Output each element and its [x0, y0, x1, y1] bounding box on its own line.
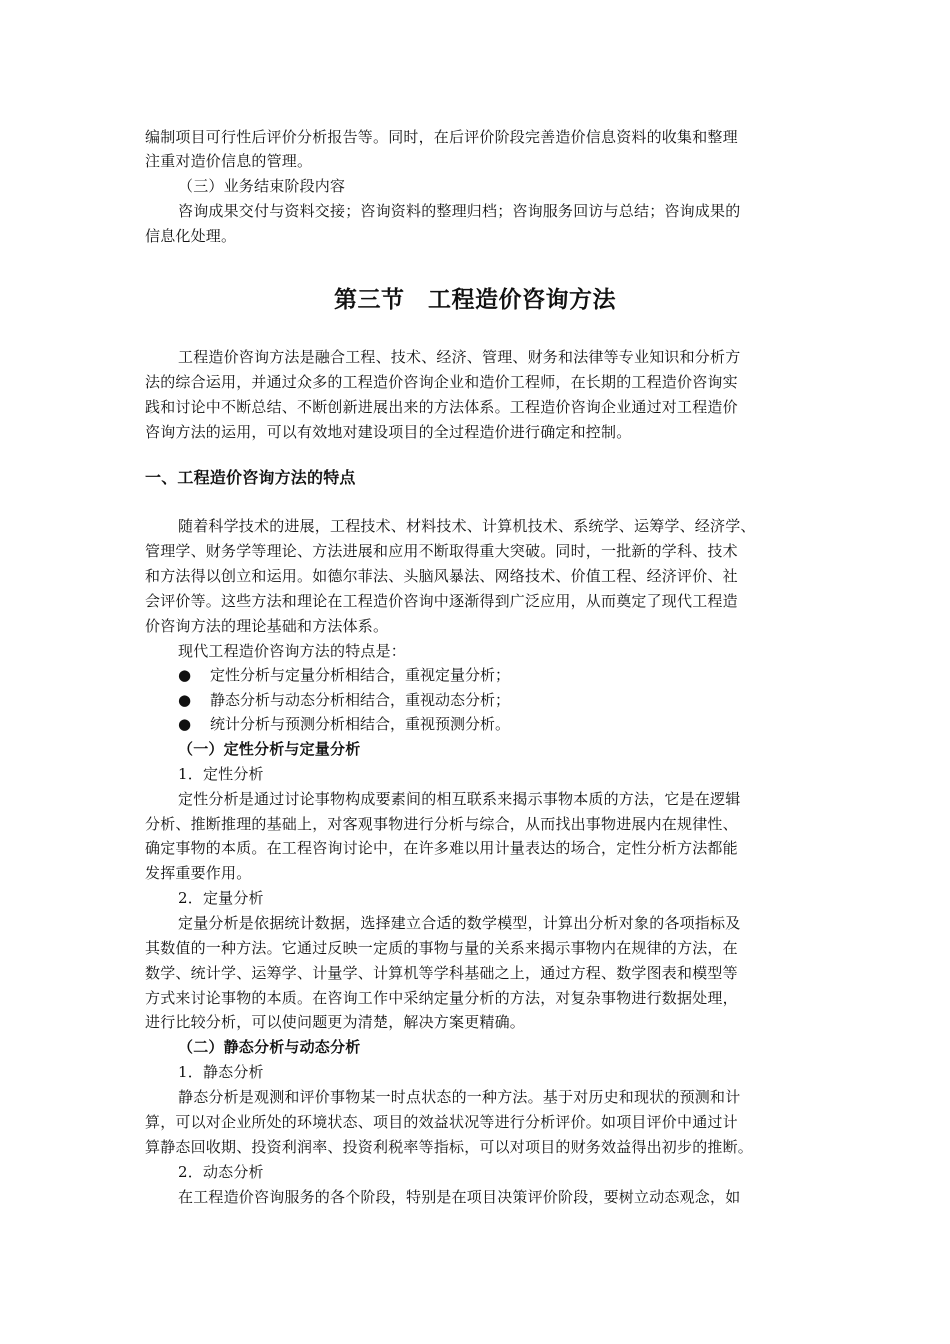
paragraph-line: 和方法得以创立和运用。如德尔菲法、头脑风暴法、网络技术、价值工程、经济评价、社 — [145, 567, 738, 585]
paragraph-line: 算，可以对企业所处的环境状态、项目的效益状况等进行分析评价。如项目评价中通过计 — [145, 1113, 738, 1131]
bullet-icon: ● — [178, 666, 192, 684]
paragraph-line: 工程造价咨询方法是融合工程、技术、经济、管理、财务和法律等专业知识和分析方 — [178, 348, 741, 366]
bullet-icon: ● — [178, 691, 192, 709]
paragraph-line: 确定事物的本质。在工程咨询讨论中，在许多难以用计量表达的场合，定性分析方法都能 — [145, 839, 738, 857]
paragraph-line: 定性分析是通过讨论事物构成要素间的相互联系来揭示事物本质的方法，它是在逻辑 — [178, 790, 741, 808]
heading-features: 一、工程造价咨询方法的特点 — [145, 468, 356, 487]
item-label: 2．定量分析 — [178, 889, 264, 907]
paragraph-line: 其数值的一种方法。它通过反映一定质的事物与量的关系来揭示事物内在规律的方法，在 — [145, 939, 738, 957]
paragraph-line: 价咨询方法的理论基础和方法体系。 — [145, 617, 389, 635]
paragraph-line: 发挥重要作用。 — [145, 864, 252, 882]
paragraph-line: 咨询方法的运用，可以有效地对建设项目的全过程造价进行确定和控制。 — [145, 423, 632, 441]
paragraph-line: 随着科学技术的进展，工程技术、材料技术、计算机技术、系统学、运筹学、经济学、 — [178, 517, 756, 535]
bullet-icon: ● — [178, 715, 192, 733]
subheading-business-end: （三）业务结束阶段内容 — [178, 177, 346, 195]
paragraph-line: 方式来讨论事物的本质。在咨询工作中采纳定量分析的方法，对复杂事物进行数据处理， — [145, 989, 738, 1007]
subheading-qual-quant: （一）定性分析与定量分析 — [178, 740, 361, 758]
item-label: 1．定性分析 — [178, 765, 264, 783]
paragraph-line: 信息化处理。 — [145, 227, 237, 245]
list-item: 定性分析与定量分析相结合，重视定量分析； — [210, 666, 511, 684]
paragraph-line: 管理学、财务学等理论、方法进展和应用不断取得重大突破。同时，一批新的学科、技术 — [145, 542, 738, 560]
subheading-static-dynamic: （二）静态分析与动态分析 — [178, 1038, 361, 1056]
features-lead: 现代工程造价咨询方法的特点是： — [178, 642, 407, 660]
paragraph-line: 注重对造价信息的管理。 — [145, 152, 313, 170]
item-label: 1．静态分析 — [178, 1063, 264, 1081]
paragraph-line: 静态分析是观测和评价事物某一时点状态的一种方法。基于对历史和现状的预测和计 — [178, 1088, 741, 1106]
item-label: 2．动态分析 — [178, 1163, 264, 1181]
paragraph-line: 会评价等。这些方法和理论在工程造价咨询中逐渐得到广泛应用，从而奠定了现代工程造 — [145, 592, 738, 610]
list-item: 静态分析与动态分析相结合，重视动态分析； — [210, 691, 511, 709]
paragraph-line: 分析、推断推理的基础上，对客观事物进行分析与综合，从而找出事物进展内在规律性、 — [145, 815, 738, 833]
paragraph-line: 数学、统计学、运筹学、计量学、计算机等学科基础之上，通过方程、数学图表和模型等 — [145, 964, 738, 982]
paragraph-line: 进行比较分析，可以使问题更为清楚，解决方案更精确。 — [145, 1013, 526, 1031]
paragraph-line: 算静态回收期、投资利润率、投资利税率等指标，可以对项目的财务效益得出初步的推断。 — [145, 1138, 754, 1156]
section-title: 第三节 工程造价咨询方法 — [334, 287, 616, 313]
paragraph-line: 编制项目可行性后评价分析报告等。同时，在后评价阶段完善造价信息资料的收集和整理 — [145, 128, 738, 146]
paragraph-line: 践和讨论中不断总结、不断创新进展出来的方法体系。工程造价咨询企业通过对工程造价 — [145, 398, 738, 416]
list-item: 统计分析与预测分析相结合，重视预测分析。 — [210, 715, 511, 733]
paragraph-line: 定量分析是依据统计数据，选择建立合适的数学模型，计算出分析对象的各项指标及 — [178, 914, 741, 932]
paragraph-line: 咨询成果交付与资料交接；咨询资料的整理归档；咨询服务回访与总结；咨询成果的 — [178, 202, 741, 220]
paragraph-line: 在工程造价咨询服务的各个阶段，特别是在项目决策评价阶段，要树立动态观念，如 — [178, 1188, 741, 1206]
paragraph-line: 法的综合运用，并通过众多的工程造价咨询企业和造价工程师，在长期的工程造价咨询实 — [145, 373, 738, 391]
